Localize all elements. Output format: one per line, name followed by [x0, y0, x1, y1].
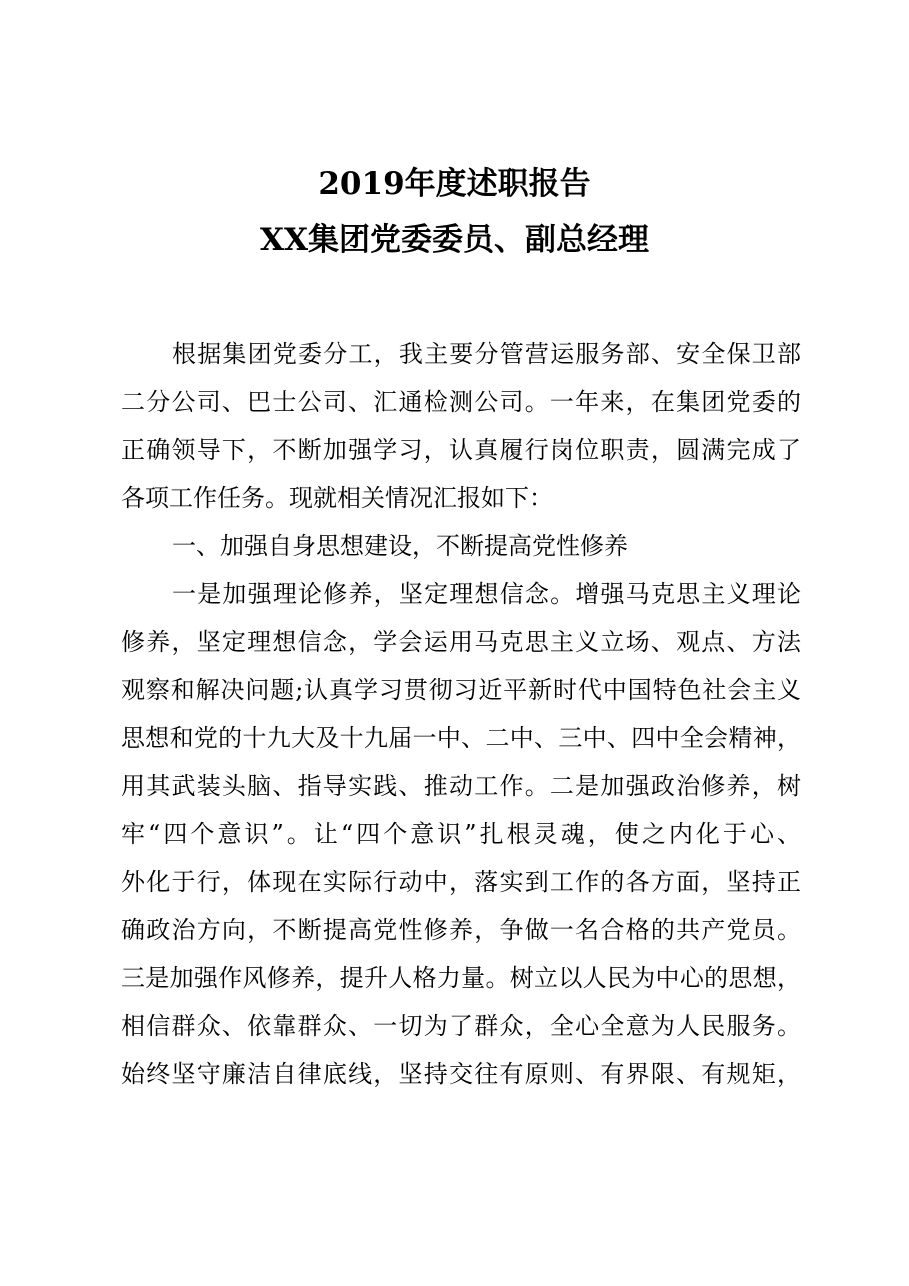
- body-line: 各项工作任务。现就相关情况汇报如下：: [121, 484, 553, 512]
- body-line: 观察和解决问题;认真学习贯彻习近平新时代中国特色社会主义: [121, 676, 801, 704]
- body-line: 根据集团党委分工，我主要分管营运服务部、安全保卫部: [172, 340, 801, 368]
- body-line: 用其武装头脑、指导实践、推动工作。二是加强政治修养，树: [121, 772, 801, 800]
- body-line: 一、加强自身思想建设，不断提高党性修养: [172, 532, 628, 560]
- body-line: 牢“四个意识”。让“四个意识”扎根灵魂，使之内化于心、: [121, 820, 801, 848]
- document-title: 2019年度述职报告: [318, 166, 591, 202]
- body-line: 确政治方向，不断提高党性修养，争做一名合格的共产党员。: [121, 916, 801, 944]
- body-line: 三是加强作风修养，提升人格力量。树立以人民为中心的思想，: [121, 964, 801, 992]
- body-line: 思想和党的十九大及十九届一中、二中、三中、四中全会精神，: [121, 724, 801, 752]
- body-line: 二分公司、巴士公司、汇通检测公司。一年来，在集团党委的: [121, 388, 801, 416]
- body-line: 正确领导下，不断加强学习，认真履行岗位职责，圆满完成了: [121, 436, 801, 464]
- body-line: 始终坚守廉洁自律底线，坚持交往有原则、有界限、有规矩，: [121, 1060, 801, 1088]
- body-line: 外化于行，体现在实际行动中，落实到工作的各方面，坚持正: [121, 868, 801, 896]
- body-line: 修养，坚定理想信念，学会运用马克思主义立场、观点、方法: [121, 628, 801, 656]
- document-body: [121, 330, 801, 1098]
- body-line: 一是加强理论修养，坚定理想信念。增强马克思主义理论: [172, 580, 801, 608]
- document-subtitle: XX集团党委委员、副总经理: [259, 222, 650, 258]
- body-line: 相信群众、依靠群众、一切为了群众，全心全意为人民服务。: [121, 1012, 801, 1040]
